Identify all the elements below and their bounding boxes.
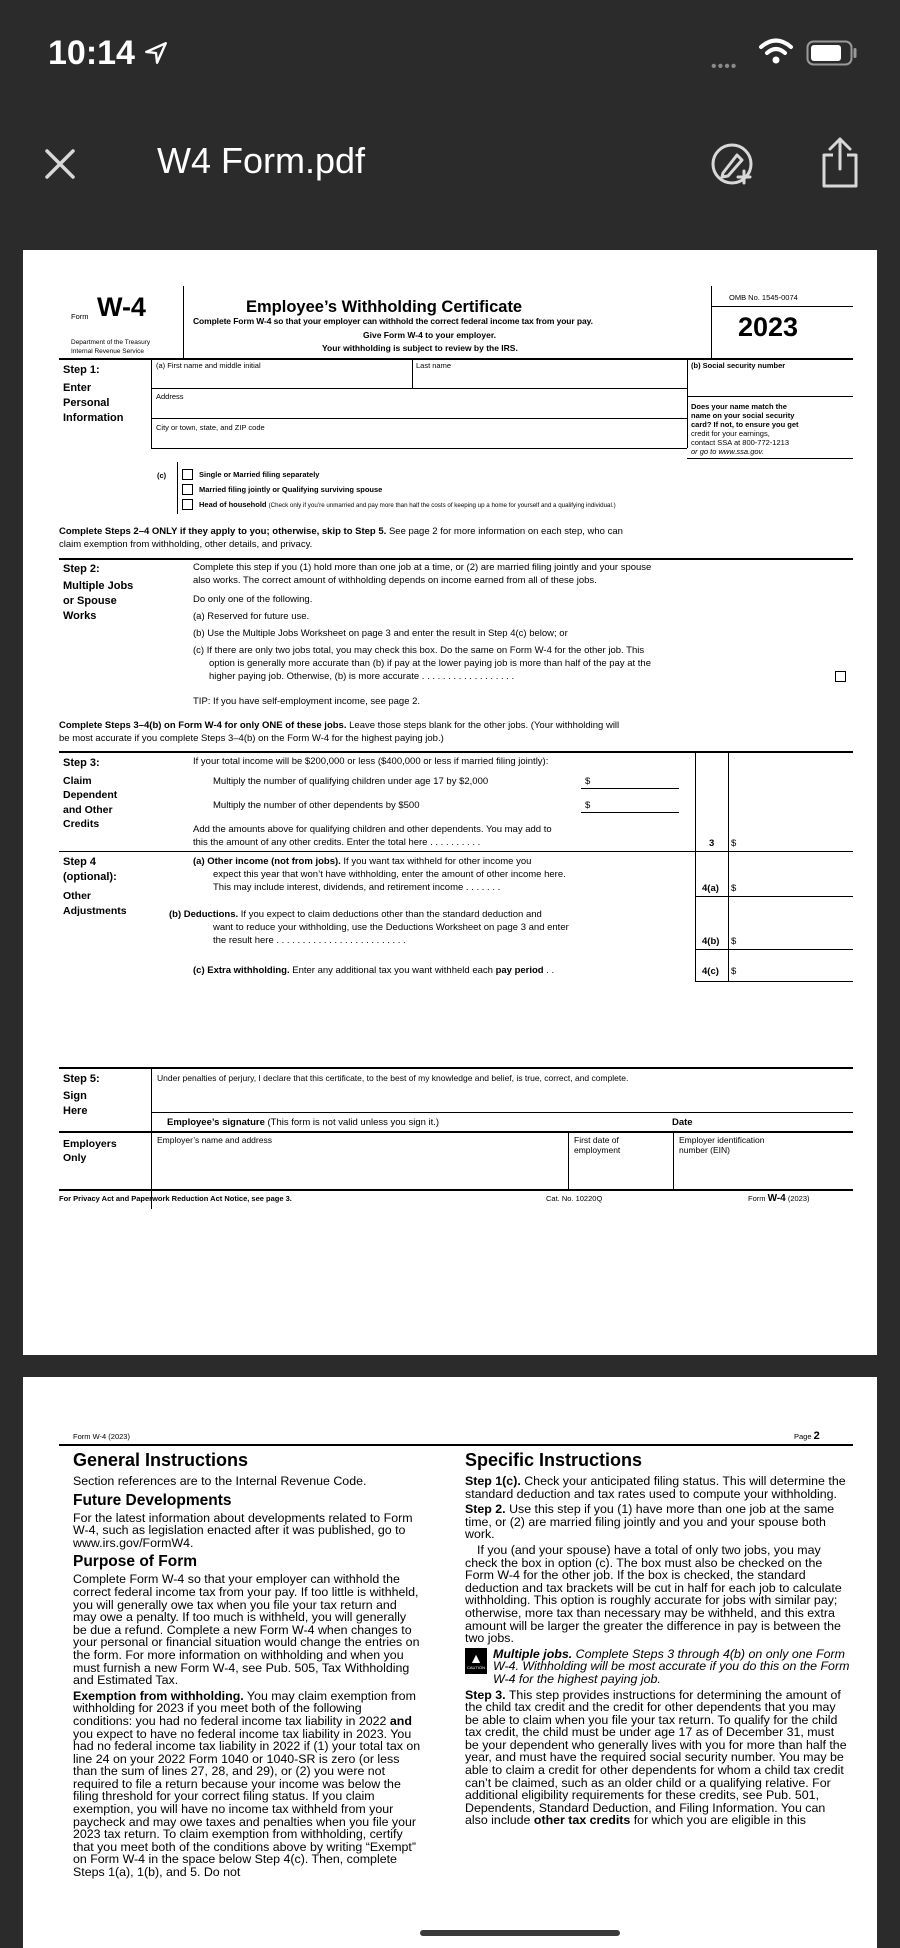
exemption-bold: Exemption from withholding. [73, 1688, 244, 1703]
line-3-label: 3 [709, 838, 715, 849]
document-title: W4 Form.pdf [157, 140, 366, 181]
signature-bold: Employee’s signature [167, 1117, 265, 1128]
step5-top-rule [59, 1067, 853, 1069]
line-4b-label: 4(b) [702, 936, 720, 947]
form-name: W-4 [97, 292, 146, 322]
steps24-note-2: claim exemption from withholding, other details, and privacy. [59, 539, 313, 550]
option-hoh-bold: Head of household [199, 500, 267, 509]
page2-header-page [794, 1430, 820, 1442]
step2-option-c-2: option is generally more accurate than (b) if pay at the lower paying job is more than half of the pay at the [209, 658, 652, 669]
line-4a-rule [695, 896, 853, 897]
step3-dependents-line: Multiply the number of other dependents by $500 [213, 800, 420, 811]
filing-status-label: (c) [157, 471, 167, 480]
caution-triangle: ▲ [469, 1650, 483, 1667]
exemption-and: and [389, 1713, 412, 1728]
employers-title-1: Employers [63, 1138, 117, 1150]
option-head-of-household [199, 500, 616, 509]
omb-line [711, 306, 853, 307]
purpose-of-form-text: Complete Form W-4 so that your employer can withhold the correct federal income tax from your pay. If too little is withheld, you will generally owe tax when you file your tax return and may owe a penalty. If too much is withheld, you will generally be due a refund. Complete a new Form W-4 when changes to your personal or financial situation would change the entries on the form. For more information on withholding and when you must furnish a new Form W-4, see Pub. 505, Tax Withholding and Estimated Tax. [73, 1572, 420, 1688]
first-date-label-2: employment [574, 1145, 621, 1155]
checkbox-single[interactable] [182, 469, 193, 480]
form-subtitle-1: Complete Form W-4 so that your employer can withhold the correct federal income tax from your pay. [193, 316, 593, 326]
ssn-divider [687, 358, 688, 448]
multiple-jobs-caution [465, 1648, 851, 1686]
step4a-line-1 [193, 856, 531, 867]
exemption-text [73, 1690, 423, 1879]
close-icon[interactable] [38, 142, 82, 186]
multiple-jobs-bold: Multiple jobs. [493, 1646, 573, 1661]
exemption-text-2: you expect to have no federal income tax liability in 2023. You had no federal income tax liability in 2022 if (1) your total tax on line 24 on your 2022 Form 1040 or 1040-SR is zero (or less than the sum of lines 27, 28, and 29), or (2) you were not required to file a return because your income was below the filing threshold for your correct filing status. If you claim exemption, you will have no income tax withheld from your paycheck and may owe taxes and penalties when you file your 2023 tax return. To claim exemption from withholding, certify that you meet both of the conditions above by writing “Exempt” on Form W-4 in the space below Step 4(c). Then, complete Steps 1(a), 1(b), and 5. Do not [73, 1726, 421, 1880]
specific-instructions-column [465, 1450, 851, 1830]
step2-title: Step 2: [63, 563, 100, 575]
two-jobs-text: If you (and your spouse) have a total of only two jobs, you may check the box in option (c). The box must also be checked on the Form W-4 for the other job. If the box is checked, the standard deduction and tax brackets will be cut in half for each job to calculate withholding. This option is roughly accurate for jobs with similar pay; otherwise, more tax than necessary may be withheld, and this extra amount will be larger the greater the difference in pay is between the two jobs. [465, 1542, 842, 1646]
step2-option-b: (b) Use the Multiple Jobs Worksheet on page 3 and enter the result in Step 4(c) below; or [193, 628, 568, 639]
step4c-line [193, 965, 554, 976]
omb-number: OMB No. 1545-0074 [729, 293, 798, 302]
footer-form-year: (2023) [785, 1194, 810, 1203]
page2-header-rule [59, 1444, 853, 1446]
step3-income-line: If your total income will be $200,000 or less ($400,000 or less if married filing jointly): [193, 756, 549, 767]
purpose-of-form-title: Purpose of Form [73, 1553, 198, 1571]
step4b-bold: (b) Deductions. [169, 909, 239, 920]
step2-instructions [465, 1503, 851, 1541]
step3-label-3: and Other [63, 804, 113, 816]
filing-divider [177, 462, 178, 514]
footer-privacy: For Privacy Act and Paperwork Reduction Act Notice, see page 3. [59, 1194, 292, 1203]
ssn-label[interactable]: (b) Social security number [691, 361, 786, 370]
checkbox-two-jobs[interactable] [835, 671, 846, 682]
first-name-label[interactable]: (a) First name and middle initial [156, 361, 261, 370]
city-label[interactable]: City or town, state, and ZIP code [156, 423, 265, 432]
step4a-bold: (a) Other income (not from jobs). [193, 856, 341, 867]
specific-instructions-title: Specific Instructions [465, 1450, 643, 1470]
row-line-1 [151, 388, 687, 389]
steps34-note-2: be most accurate if you complete Steps 3–4(b) on the Form W-4 for the highest paying job.) [59, 733, 444, 744]
step3-add-line-1: Add the amounts above for qualifying children and other dependents. You may add to [193, 824, 552, 835]
employer-divider-1 [568, 1131, 569, 1189]
caution-icon [465, 1648, 487, 1674]
ssn-note-3: card? If not, to ensure you get [691, 420, 799, 429]
ein-label-2: number (EIN) [679, 1145, 731, 1155]
step1-label-enter: Enter [63, 382, 92, 394]
option-single: Single or Married filing separately [199, 470, 320, 479]
footer-form-label: Form [748, 1194, 768, 1203]
step3-other-credits: other tax credits [533, 1813, 631, 1828]
steps34-note-text: Leave those steps blank for the other jobs. (Your withholding will [346, 720, 620, 731]
step3-children-amount[interactable] [581, 788, 679, 789]
multiple-jobs-body: Complete Steps 3 through 4(b) on only one Form W-4. Withholding will be most accurate if you do this on the Form W-4 for the highest paying job. [493, 1646, 850, 1686]
page2-header-page-num: 2 [813, 1430, 820, 1442]
step4b-line-1 [169, 909, 542, 920]
name-divider [412, 358, 413, 388]
step3-instructions-bold: Step 3. [465, 1687, 506, 1702]
step4a-text: If you want tax withheld for other income you [340, 856, 532, 867]
step3-label-1: Claim [63, 775, 92, 787]
step4b-line-3: the result here . . . . . . . . . . . . . . . . . . . . . . . . . [213, 935, 406, 946]
status-time [48, 34, 169, 73]
form-subtitle-3: Your withholding is subject to review by the IRS. [322, 343, 518, 353]
multiple-jobs-text [493, 1648, 851, 1686]
step4c-bold: (c) Extra withholding. [193, 965, 290, 976]
step1-label-personal: Personal [63, 397, 110, 409]
step3-children-dollar: $ [585, 776, 591, 787]
steps24-note [59, 526, 623, 537]
step4-title: Step 4 [63, 856, 97, 868]
step1c-body: Check your anticipated filing status. This will determine the standard deduction and tax rates used to compute your withholding. [465, 1474, 846, 1501]
step2-label-1: Multiple Jobs [63, 580, 134, 592]
exemption-text-1: You may claim exemption from withholding for 2023 if you meet both of the following conditions: you had no federal income tax liability in 2022 [73, 1688, 416, 1728]
line-4c-col-mid [728, 957, 729, 981]
pdf-page-2 [23, 1377, 877, 1948]
step5-divider [151, 1067, 152, 1209]
step5-title: Step 5: [63, 1073, 100, 1085]
row-line-2 [151, 418, 687, 419]
step3-children-line: Multiply the number of qualifying children under age 17 by $2,000 [213, 776, 489, 787]
battery-icon [806, 40, 858, 66]
line-4b-dollar: $ [731, 936, 737, 947]
steps34-note-bold: Complete Steps 3–4(b) on Form W-4 for only ONE of these jobs. [59, 720, 347, 731]
step4c-pay-period: pay period [495, 965, 544, 976]
step1c-bold: Step 1(c). [465, 1474, 521, 1488]
address-label[interactable]: Address [156, 392, 184, 401]
last-name-label[interactable]: Last name [416, 361, 452, 370]
step2-para-1: Complete this step if you (1) hold more than one job at a time, or (2) are married filing jointly and your spouse [193, 562, 652, 573]
step2-option-a: (a) Reserved for future use. [193, 611, 310, 622]
step2-do-only-one: Do only one of the following. [193, 594, 313, 605]
checkbox-head-of-household[interactable] [182, 499, 193, 510]
tip-text: TIP: If you have self-employment income, see page 2. [193, 696, 421, 707]
ssn-bottom-line [687, 458, 853, 459]
step2-instructions-bold: Step 2. [465, 1502, 506, 1517]
ein-label-1[interactable]: Employer identification [679, 1135, 765, 1145]
line-4c-rule [695, 981, 853, 982]
first-date-label-1[interactable]: First date of [574, 1135, 619, 1145]
signal-dots-icon: •••• [711, 58, 738, 75]
steps24-note-bold: Complete Steps 2–4 ONLY if they apply to you; otherwise, skip to Step 5. [59, 526, 387, 537]
dept-treasury: Department of the Treasury [71, 339, 151, 346]
header-bottom-rule [59, 358, 853, 360]
page2-header-form: Form W-4 (2023) [73, 1432, 130, 1441]
step4-label-1: (optional): [63, 871, 117, 883]
step3-add-line-2: this the amount of any other credits. Enter the total here . . . . . . . . . . [193, 837, 481, 848]
step3-label-4: Credits [63, 818, 100, 830]
future-developments-text: For the latest information about developments related to Form W-4, such as legislation enacted after it was published, go to www.irs.gov/FormW4. [73, 1510, 413, 1550]
signature-line[interactable] [151, 1112, 853, 1113]
employers-top-rule [59, 1131, 853, 1133]
step2-top-rule [59, 558, 853, 560]
ssn-note-1: Does your name match the [691, 402, 787, 411]
step4b-text: If you expect to claim deductions other than the standard deduction and [238, 909, 542, 920]
amount-col-left [695, 751, 696, 971]
line-4a-label: 4(a) [702, 883, 719, 894]
line-4c-col-left [695, 957, 696, 981]
form-label: Form [71, 312, 89, 321]
step4c-dots: . . [543, 965, 555, 976]
option-married: Married filing jointly or Qualifying surviving spouse [199, 485, 383, 494]
share-icon[interactable] [818, 136, 862, 190]
checkbox-married[interactable] [182, 484, 193, 495]
option-hoh-note: (Check only if you’re unmarried and pay more than half the costs of keeping up a home for yourself and a qualifying individual.) [268, 502, 616, 509]
amount-col-mid [728, 751, 729, 971]
step3-top-rule [59, 751, 853, 753]
viewer-toolbar [0, 110, 900, 226]
step2-option-c-1: (c) If there are only two jobs total, you may check this box. Do the same on Form W-4 for the other job. This [193, 645, 645, 656]
date-label: Date [672, 1117, 693, 1128]
employers-title-2: Only [63, 1152, 87, 1164]
wifi-icon [758, 36, 794, 66]
status-time-text: 10:14 [48, 34, 135, 72]
signature-label [167, 1117, 439, 1128]
scroll-indicator[interactable] [420, 1930, 620, 1936]
general-instructions-column [73, 1450, 423, 1882]
step4-label-2: Other [63, 890, 92, 902]
step4-label-3: Adjustments [63, 905, 127, 917]
step2-label-3: Works [63, 610, 97, 622]
header-divider-right [711, 286, 712, 358]
step5-label-1: Sign [63, 1090, 87, 1102]
form-subtitle-2: Give Form W-4 to your employer. [363, 330, 497, 340]
step3-instructions [465, 1689, 851, 1828]
ssn-line [687, 396, 853, 397]
step2-option-c-3: higher paying job. Otherwise, (b) is more accurate . . . . . . . . . . . . . . . . . . [209, 671, 515, 682]
ssn-note-6: or go to www.ssa.gov. [691, 447, 764, 456]
header-divider-left [183, 286, 184, 358]
markup-icon[interactable] [708, 140, 756, 188]
step3-label-2: Dependent [63, 789, 118, 801]
future-developments-title: Future Developments [73, 1491, 232, 1509]
signature-note: (This form is not valid unless you sign it.) [264, 1117, 440, 1128]
step1-label-information: Information [63, 412, 124, 424]
line-3-dollar: $ [731, 838, 737, 849]
step4a-line-3: This may include interest, dividends, and retirement income . . . . . . . [213, 882, 501, 893]
step4-top-rule [59, 851, 853, 852]
ssn-note-5: contact SSA at 800-772-1213 [691, 438, 789, 447]
footer-top-rule [59, 1189, 853, 1191]
line-4b-rule [695, 949, 853, 950]
line-4c-label: 4(c) [702, 966, 719, 977]
location-arrow-icon [143, 40, 169, 66]
step3-instructions-body: This step provides instructions for determining the amount of the child tax credit and the credit for other dependents that you may be able to claim when you file your tax return. To qualify for the child tax credit, the child must be under age 17 as of December 31, must be your dependent who generally lives with you for more than half the year, and must have the required social security number. You may be able to claim a credit for other dependents for whom a child tax credit can’t be claimed, such as an older child or a qualifying relative. For additional eligibility requirements for these credits, see Pub. 501, Dependents, Standard Deduction, and Filing Information. You can also include [465, 1687, 847, 1828]
ssn-note-4: credit for your earnings, [691, 429, 770, 438]
page2-header-page-label: Page [794, 1432, 814, 1441]
status-bar [0, 0, 900, 110]
row-line-3 [151, 448, 687, 449]
form-title: Employee’s Withholding Certificate [246, 298, 523, 316]
step3-title: Step 3: [63, 757, 100, 769]
step4a-line-2: expect this year that won’t have withholding, enter the amount of other income here. [213, 869, 566, 880]
step1-divider [151, 358, 152, 448]
step4b-line-2: want to reduce your withholding, use the Deductions Worksheet on page 3 and enter [213, 922, 569, 933]
steps24-note-text: See page 2 for more information on each step, who can [386, 526, 623, 537]
step2-label-2: or Spouse [63, 595, 117, 607]
ssn-note-2: name on your social security [691, 411, 795, 420]
step3-dependents-amount[interactable] [581, 812, 679, 813]
pdf-page-1 [23, 250, 877, 1355]
step5-label-2: Here [63, 1105, 88, 1117]
step4c-text: Enter any additional tax you want withheld each [289, 965, 496, 976]
step1-title: Step 1: [63, 364, 100, 376]
tax-year: 2023 [738, 312, 799, 342]
step1c-text [465, 1475, 851, 1500]
step2-para-2: also works. The correct amount of withholding depends on income earned from all of these jobs. [193, 575, 597, 586]
step2-instructions-body: Use this step if you (1) have more than one job at the same time, or (2) are married filing jointly and you and your spouse both work. [465, 1502, 835, 1542]
footer-form [748, 1193, 810, 1204]
caution-label: CAUTION [467, 1665, 485, 1671]
perjury-statement: Under penalties of perjury, I declare that this certificate, to the best of my knowledge and belief, is true, correct, and complete. [157, 1073, 629, 1083]
footer-form-name: W-4 [767, 1193, 786, 1204]
general-instructions-title: General Instructions [73, 1450, 249, 1470]
dept-irs: Internal Revenue Service [71, 348, 144, 355]
step3-instructions-end: for which you are eligible in this [630, 1813, 806, 1828]
section-references: Section references are to the Internal Revenue Code. [73, 1474, 367, 1488]
step3-dependents-dollar: $ [585, 800, 591, 811]
employer-name-label[interactable]: Employer’s name and address [157, 1135, 272, 1145]
line-4c-dollar: $ [731, 966, 737, 977]
line-4a-dollar: $ [731, 883, 737, 894]
employer-divider-2 [673, 1131, 674, 1189]
steps34-note [59, 720, 619, 731]
footer-catalog: Cat. No. 10220Q [546, 1194, 603, 1203]
